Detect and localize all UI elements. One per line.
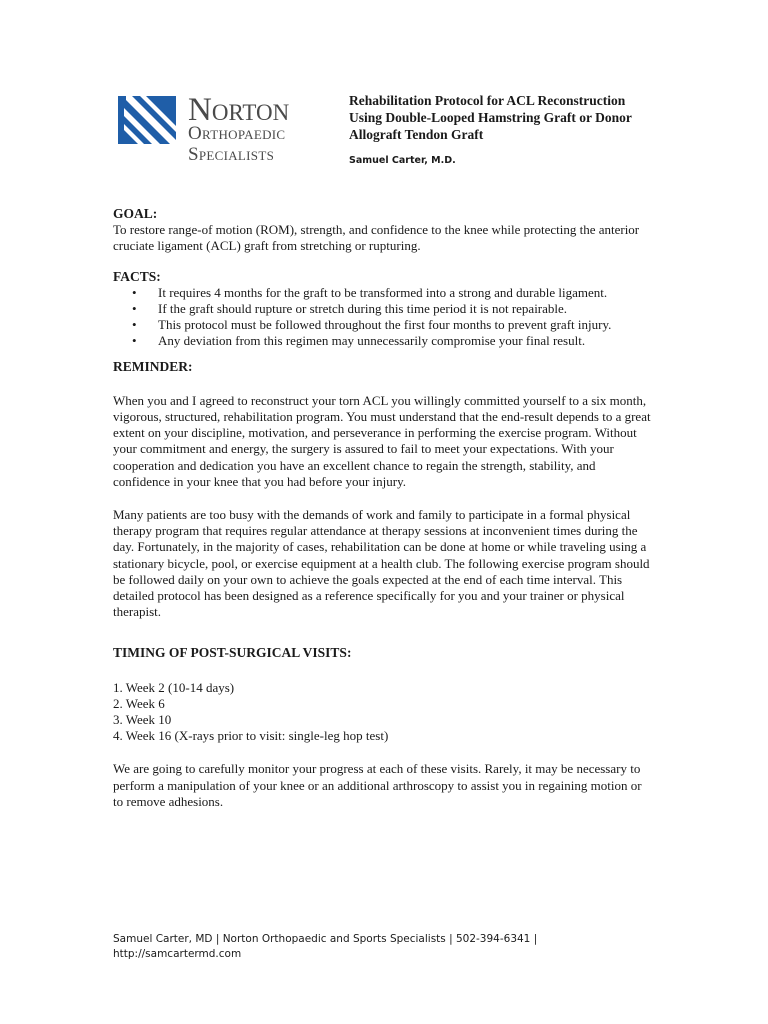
bullet-icon: • [132, 301, 137, 317]
list-item: 4. Week 16 (X-rays prior to visit: single-leg hop test) [113, 728, 389, 744]
list-item [113, 333, 653, 349]
document-header [0, 0, 768, 200]
document-title: Rehabilitation Protocol for ACL Reconstruction Using Double-Looped Hamstring Graft or Donor Allograft Tendon Graft [349, 93, 632, 142]
list-item: 1. Week 2 (10-14 days) [113, 679, 235, 695]
goal-heading: GOAL: [113, 206, 158, 221]
list-item [113, 285, 653, 301]
facts-list [113, 285, 653, 350]
reminder-heading: REMINDER: [113, 358, 193, 374]
bullet-icon: • [132, 333, 137, 349]
norton-logo [118, 92, 338, 168]
visits-list [113, 680, 653, 745]
list-item [113, 317, 653, 333]
footer-website-link[interactable]: http://samcartermd.com [113, 948, 242, 960]
fact-text: If the graft should rupture or stretch during this time period it is not repairable. [158, 301, 568, 317]
bullet-icon: • [132, 284, 137, 300]
logo-line-1: Norton [188, 92, 290, 128]
reminder-paragraph-1: When you and I agreed to reconstruct your torn ACL you willingly committed yourself to a six month, vigorous, structured, rehabilitation program. You must understand that the end-result depends to a great extent on your discipline, motivation, and perseverance in performing the exercise program. Without your commitment and energy, the surgery is assured to fail to meet your expectations. With your cooperation and dedication you have an excellent chance to regain the strength, stability, and confidence in your knee that you had before your injury. [113, 392, 651, 489]
facts-heading: FACTS: [113, 268, 161, 284]
fact-text: Any deviation from this regimen may unnecessarily compromise your final result. [158, 333, 586, 349]
list-item: 2. Week 6 [113, 695, 165, 711]
logo-line-3: Specialists [188, 144, 275, 165]
list-item [113, 301, 653, 317]
fact-text: This protocol must be followed throughout the first four months to prevent graft injury. [158, 317, 612, 333]
norton-logo-mark-icon [118, 96, 176, 144]
goal-text: To restore range-of motion (ROM), strength, and confidence to the knee while protecting the anterior cruciate ligament (ACL) graft from stretching or rupturing. [113, 222, 640, 254]
monitoring-paragraph: We are going to carefully monitor your progress at each of these visits. Rarely, it may be necessary to perform a manipulation of your knee or an additional arthroscopy to assist you in regaining motion or to remove adhesions. [113, 761, 642, 809]
document-footer [113, 932, 653, 962]
list-item: 3. Week 10 [113, 712, 172, 728]
reminder-paragraph-2: Many patients are too busy with the demands of work and family to participate in a formal physical therapy program that requires regular attendance at therapy sessions at inconvenient times during the day. Fortunately, in the majority of cases, rehabilitation can be done at home or while traveling using a stationary bicycle, pool, or exercise equipment at a health club. The following exercise program should be followed daily on your own to achieve the goals expected at the end of each time interval. This detailed protocol has been designed as a reference specifically for you and your trainer or physical therapist. [113, 507, 650, 620]
timing-heading: TIMING OF POST-SURGICAL VISITS: [113, 645, 352, 661]
footer-contact-line: Samuel Carter, MD | Norton Orthopaedic and Sports Specialists | 502-394-6341 | [113, 933, 538, 945]
logo-line-2: Orthopaedic [188, 123, 286, 144]
document-body [113, 206, 653, 810]
document-author: Samuel Carter, M.D. [349, 155, 456, 166]
bullet-icon: • [132, 317, 137, 333]
fact-text: It requires 4 months for the graft to be transformed into a strong and durable ligament. [158, 284, 608, 300]
